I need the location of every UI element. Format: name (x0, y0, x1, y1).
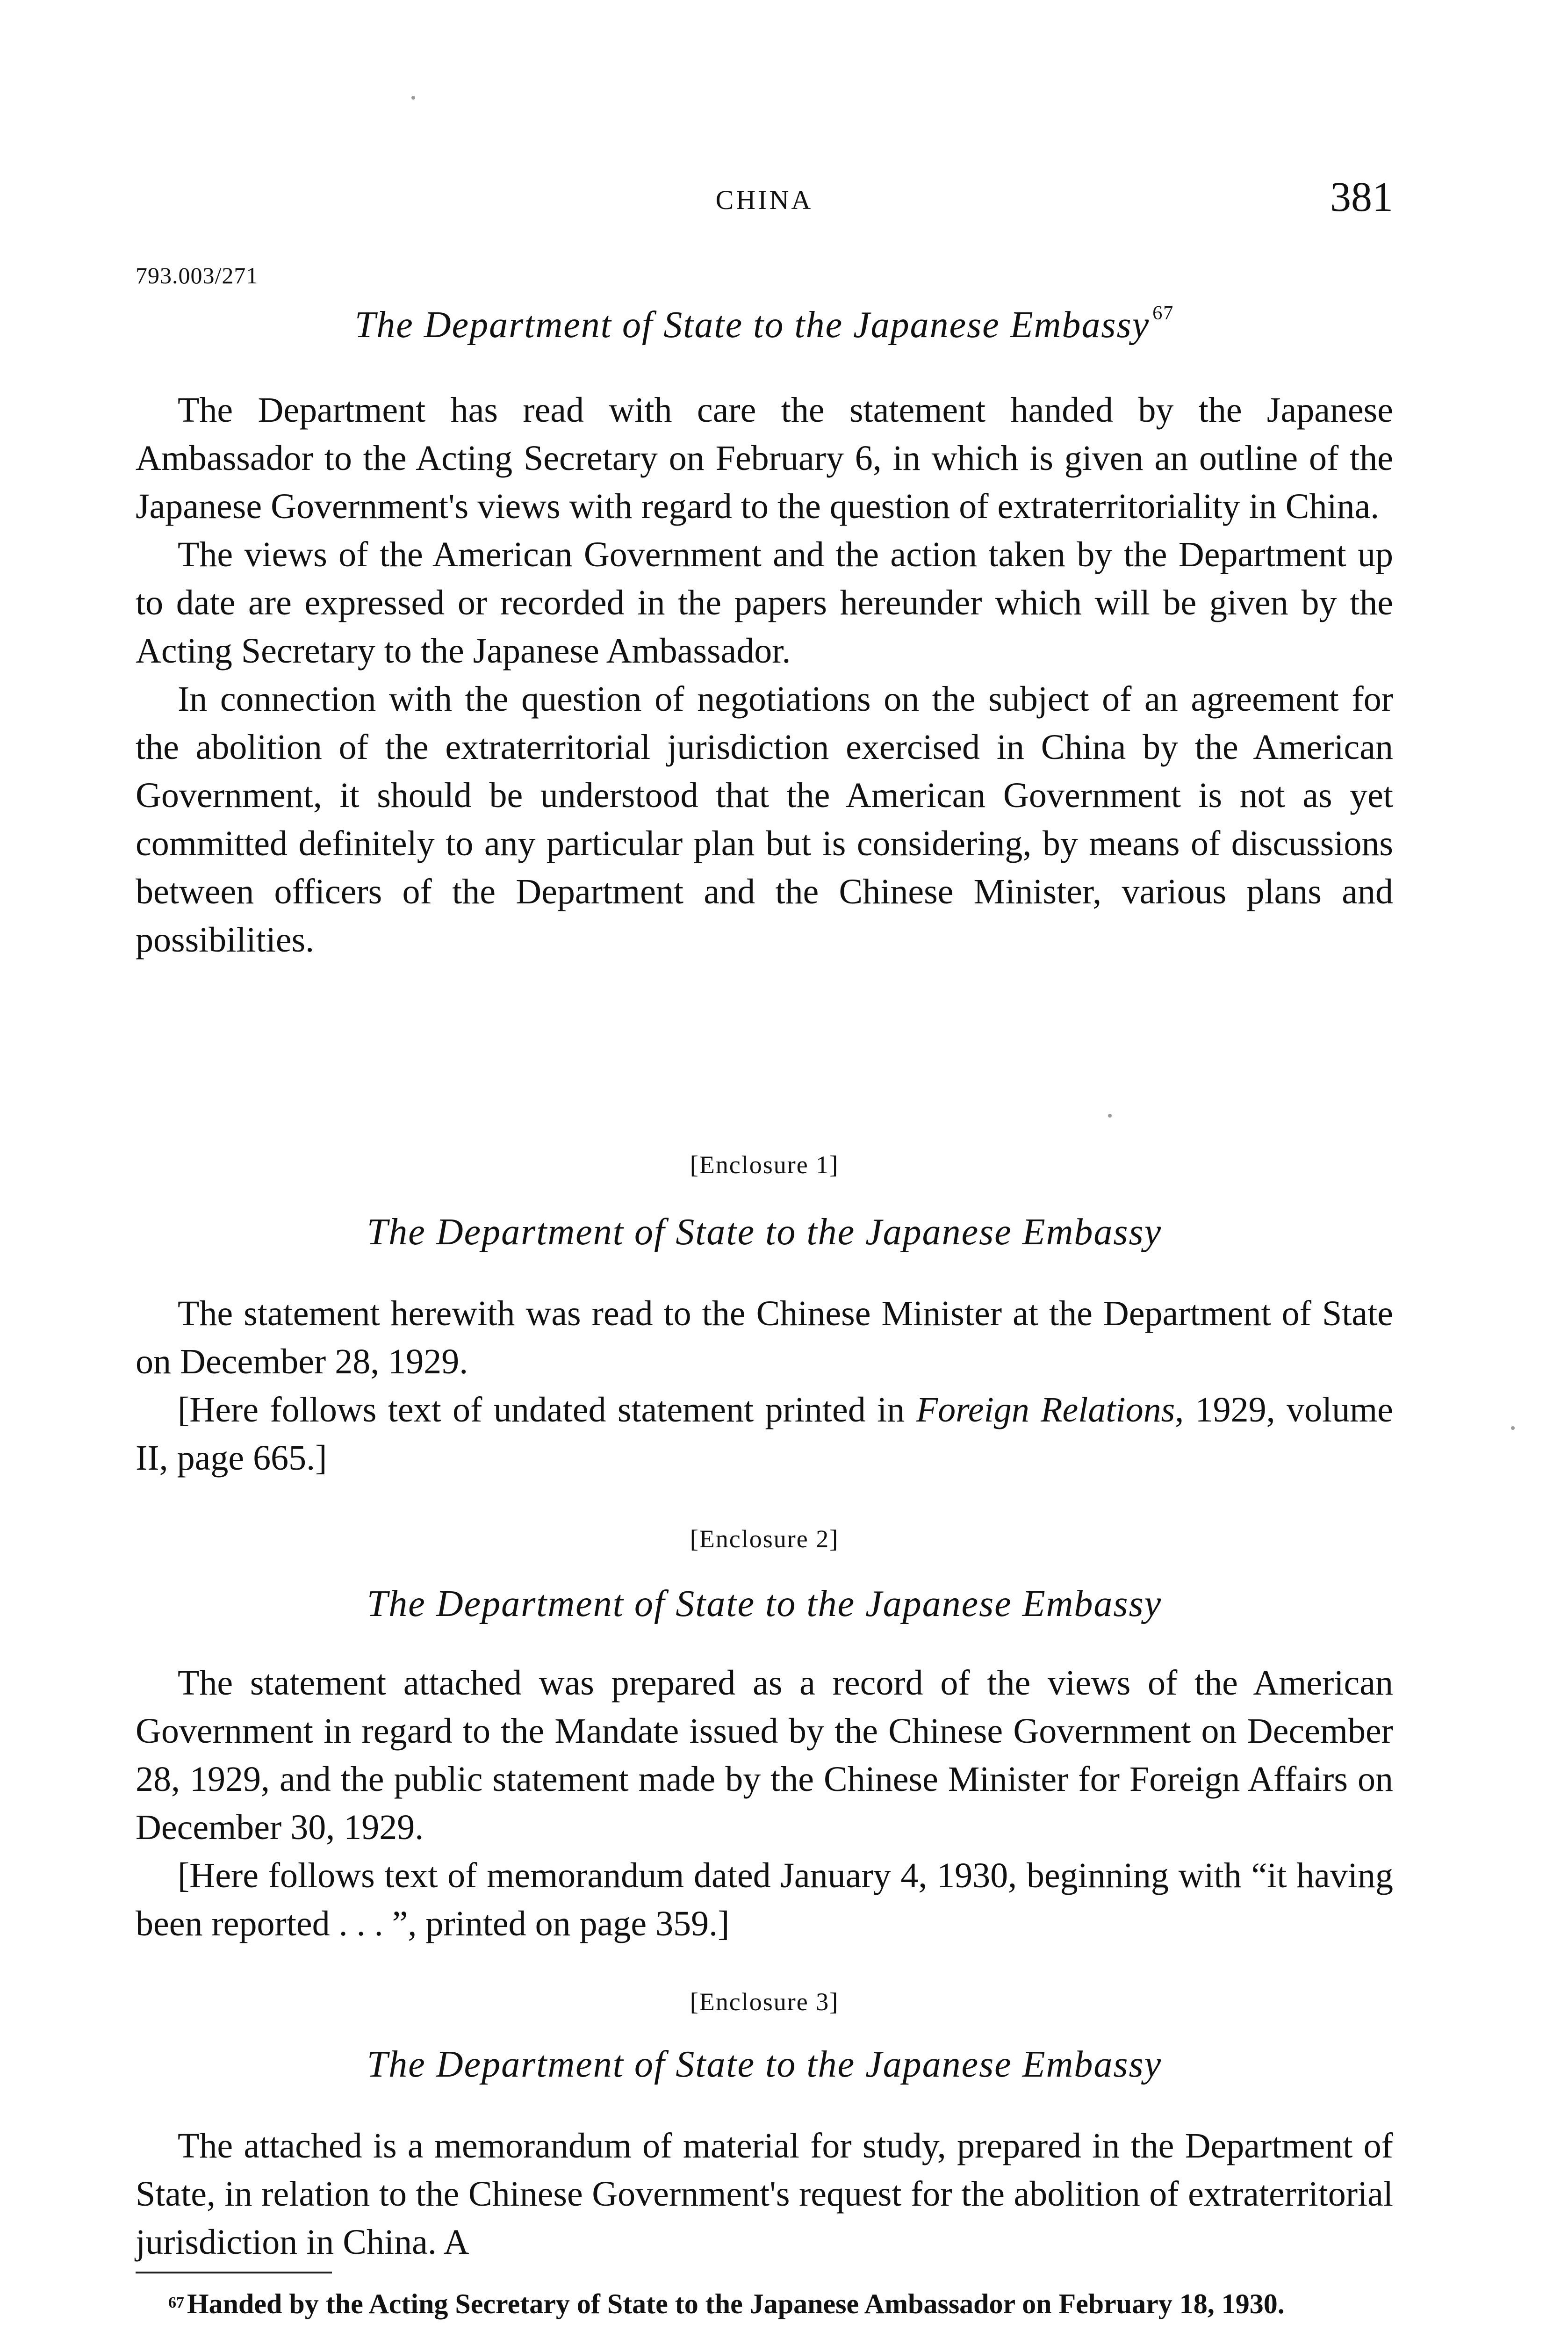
page-number: 381 (1330, 174, 1393, 220)
scan-speck (1511, 1426, 1515, 1430)
enclosure-3-label: [Enclosure 3] (690, 1988, 839, 2016)
enclosure-3-body (136, 2122, 1393, 2266)
enclosure-2-heading: The Department of State to the Japanese Embassy (367, 1583, 1162, 1624)
footnote-text: Handed by the Acting Secretary of State to the Japanese Ambassador on February 18, 1930. (187, 2288, 1285, 2319)
enclosure-2-body (136, 1659, 1393, 1948)
enclosure-1-label: [Enclosure 1] (690, 1151, 839, 1179)
note-text: , 1929, volume II, page 665.] (136, 1390, 1393, 1478)
note-text: [Here follows text of undated statement printed in (178, 1390, 916, 1429)
paragraph: In connection with the question of negotiations on the subject of an agreement for the abolition of the extraterritorial jurisdiction exercised in China by the American Government, it should be understood that the American Government is not as yet committed definitely to any particular plan but is considering, by means of discussions between officers of the Department and the Chinese Minister, various plans and possibilities. (136, 679, 1393, 960)
paragraph: The statement herewith was read to the Chinese Minister at the Department of State on December 28, 1929. (136, 1294, 1393, 1381)
scan-speck (411, 96, 415, 100)
enclosure-3-heading: The Department of State to the Japanese Embassy (367, 2044, 1162, 2085)
footnote-number: 67 (168, 2294, 184, 2311)
running-head (136, 173, 1393, 224)
footnote-divider (136, 2272, 332, 2273)
running-title: CHINA (715, 185, 813, 215)
document-body (136, 386, 1393, 964)
publication-title: Foreign Relations (916, 1390, 1175, 1429)
enclosure-1-heading: The Department of State to the Japanese Embassy (367, 1212, 1162, 1253)
paragraph: The Department has read with care the statement handed by the Japanese Ambassador to the Acting Secretary on February 6, in which is given an outline of the Japanese Government's views with regard to the question of extraterritoriality in China. (136, 390, 1393, 526)
enclosure-1-body (136, 1290, 1393, 1482)
paragraph (136, 1386, 1393, 1482)
document-heading (136, 304, 1393, 346)
footnote-reference: 67 (1152, 303, 1174, 324)
scan-speck (1108, 1114, 1112, 1118)
paragraph: [Here follows text of memorandum dated January 4, 1930, beginning with “it having been reported . . . ”, printed on page 359.] (136, 1856, 1393, 1943)
paragraph: The attached is a memorandum of material for study, prepared in the Department of State, in relation to the Chinese Government's request for the abolition of extraterritorial jurisdiction in China. A (136, 2126, 1393, 2262)
document-heading-text: The Department of State to the Japanese Embassy (354, 304, 1150, 346)
file-number: 793.003/271 (136, 262, 259, 289)
paragraph: The statement attached was prepared as a record of the views of the American Government in regard to the Mandate issued by the Chinese Government on December 28, 1929, and the public statement made by the Chinese Minister for Foreign Affairs on December 30, 1929. (136, 1663, 1393, 1847)
footnote (136, 2285, 1393, 2323)
paragraph: The views of the American Government and the action taken by the Department up to date are expressed or recorded in the papers hereunder which will be given by the Acting Secretary to the Japanese Ambassador. (136, 535, 1393, 671)
enclosure-2-label: [Enclosure 2] (690, 1525, 839, 1553)
